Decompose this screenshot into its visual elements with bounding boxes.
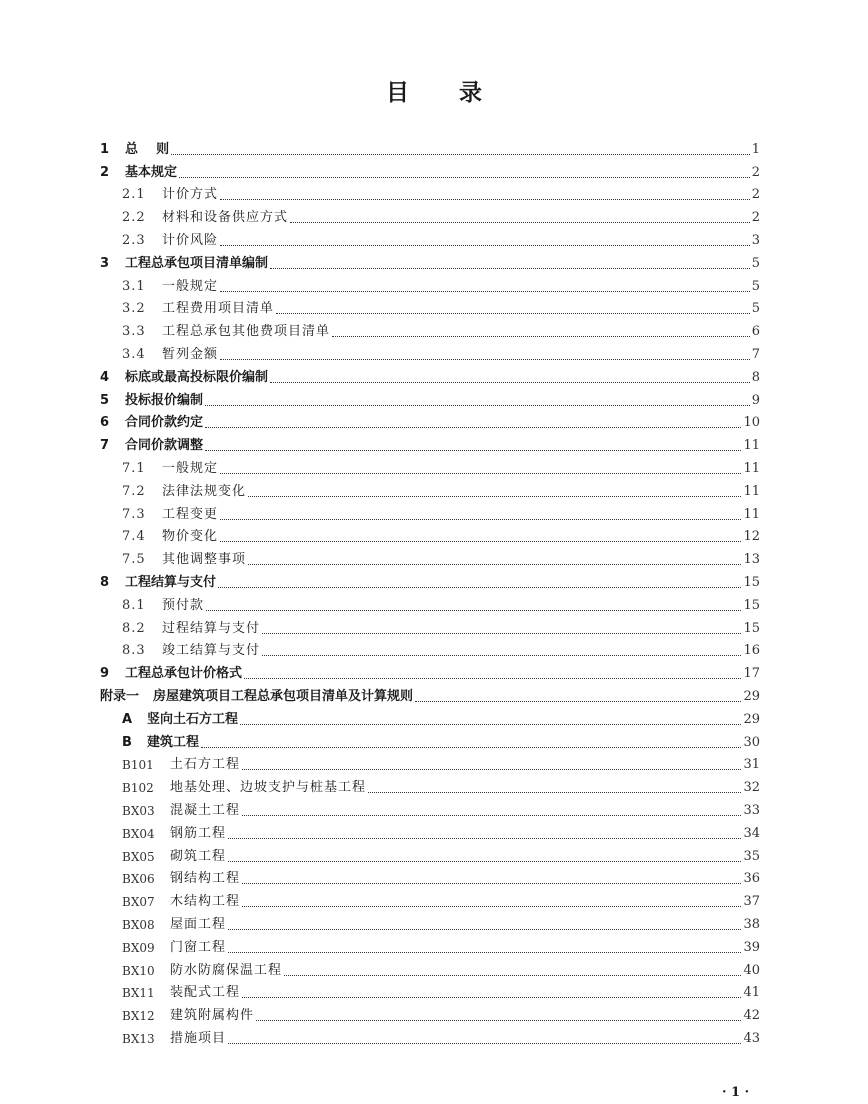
- title-char-1: 目: [386, 80, 409, 106]
- dot-leader: [332, 335, 750, 337]
- toc-entry-number: BX13: [122, 1031, 155, 1046]
- toc-entry-title: 一般规定: [162, 460, 219, 476]
- toc-entry[interactable]: [100, 659, 760, 682]
- dot-leader: [205, 404, 750, 406]
- toc-entry-page: 5: [751, 301, 760, 317]
- toc-entry-page: 12: [743, 529, 760, 545]
- toc-entry[interactable]: [122, 910, 760, 933]
- toc-entry[interactable]: [122, 523, 760, 546]
- toc-entry-number: 8.3: [122, 643, 146, 659]
- toc-entry-number: BX04: [122, 826, 155, 841]
- toc-entry-number: BX11: [122, 986, 155, 1001]
- toc-entry-page: 37: [743, 894, 760, 910]
- toc-entry[interactable]: [122, 500, 760, 523]
- toc-entry-page: 38: [743, 916, 760, 932]
- toc-entry-title: 其他调整事项: [162, 552, 247, 568]
- toc-entry[interactable]: [100, 431, 760, 454]
- toc-entry-number: B: [122, 734, 132, 750]
- dot-leader: [218, 586, 741, 588]
- toc-entry-number: 8: [100, 574, 110, 590]
- toc-entry-title: 装配式工程: [170, 985, 241, 1001]
- toc-entry[interactable]: [100, 363, 760, 386]
- toc-entry-number: BX08: [122, 917, 155, 932]
- toc-entry-title: 门窗工程: [170, 939, 227, 955]
- toc-entry-page: 5: [751, 278, 760, 294]
- toc-entry-page: 9: [751, 392, 760, 408]
- toc-entry-title: 工程费用项目清单: [162, 301, 275, 317]
- toc-entry-number: BX07: [122, 895, 155, 910]
- toc-entry[interactable]: [122, 272, 760, 295]
- toc-entry-title: 过程结算与支付: [162, 620, 261, 636]
- toc-entry-page: 31: [743, 757, 760, 773]
- toc-entry[interactable]: [122, 1001, 760, 1024]
- toc-entry-page: 15: [743, 597, 760, 613]
- toc-entry-page: 3: [751, 232, 760, 248]
- toc-entry[interactable]: [122, 637, 760, 660]
- toc-entry[interactable]: [122, 454, 760, 477]
- toc-entry-page: 36: [743, 871, 760, 887]
- dot-leader: [242, 768, 741, 770]
- dot-leader: [244, 677, 741, 679]
- toc-entry[interactable]: [100, 568, 760, 591]
- dot-leader: [220, 358, 750, 360]
- toc-entry-title: 暂列金额: [162, 346, 219, 362]
- toc-entry-number: 8.1: [122, 597, 146, 613]
- dot-leader: [220, 290, 750, 292]
- toc-entry-title: 合同价款调整: [125, 438, 204, 454]
- toc-entry[interactable]: [122, 842, 760, 865]
- toc-entry[interactable]: [122, 796, 760, 819]
- toc-entry-title: 措施项目: [170, 1030, 227, 1046]
- toc-entry-page: 2: [751, 164, 760, 180]
- toc-entry[interactable]: [122, 1024, 760, 1047]
- dot-leader: [242, 882, 741, 884]
- dot-leader: [248, 563, 741, 565]
- toc-entry-number: 3: [100, 255, 110, 271]
- dot-leader: [262, 632, 741, 634]
- toc-entry-page: 11: [743, 438, 760, 454]
- toc-entry-number: BX10: [122, 963, 155, 978]
- toc-entry-number: 3.2: [122, 301, 146, 317]
- toc-entry-number: 3.4: [122, 346, 146, 362]
- toc-entry-page: 30: [743, 734, 760, 750]
- toc-entry-title: 建筑工程: [147, 734, 200, 750]
- toc-entry-title: 总 则: [125, 141, 170, 157]
- toc-entry[interactable]: [100, 409, 760, 432]
- toc-entry[interactable]: [122, 933, 760, 956]
- toc-entry-number: 3.1: [122, 278, 146, 294]
- toc-entry[interactable]: [122, 887, 760, 910]
- toc-entry-number: 7.5: [122, 552, 146, 568]
- toc-entry-page: 5: [751, 255, 760, 271]
- dot-leader: [171, 153, 750, 155]
- toc-entry-title: 工程总承包项目清单编制: [125, 255, 269, 271]
- toc-entry[interactable]: [122, 340, 760, 363]
- toc-entry-page: 39: [743, 939, 760, 955]
- toc-entry-title: 地基处理、边坡支护与桩基工程: [170, 780, 367, 796]
- toc-entry-page: 13: [743, 552, 760, 568]
- toc-entry-page: 29: [743, 711, 760, 727]
- toc-entry[interactable]: [122, 181, 760, 204]
- toc-entry-number: 5: [100, 392, 110, 408]
- toc-entry[interactable]: [122, 705, 760, 728]
- dot-leader: [276, 312, 750, 314]
- dot-leader: [205, 449, 741, 451]
- toc-entry[interactable]: [100, 158, 760, 181]
- toc-entry-number: BX12: [122, 1009, 155, 1024]
- dot-leader: [368, 791, 741, 793]
- toc-entry-page: 43: [743, 1030, 760, 1046]
- toc-entry-title: 合同价款约定: [125, 415, 204, 431]
- toc-entry-number: 1: [100, 141, 110, 157]
- toc-entry-page: 32: [743, 780, 760, 796]
- dot-leader: [228, 951, 741, 953]
- toc-entry-page: 2: [751, 187, 760, 203]
- toc-entry-page: 6: [751, 324, 760, 340]
- page-title: [0, 74, 868, 107]
- toc-entry-page: 16: [743, 643, 760, 659]
- toc-entry-number: 2.3: [122, 232, 146, 248]
- toc-entry[interactable]: [122, 477, 760, 500]
- toc-entry-title: 一般规定: [162, 278, 219, 294]
- toc-entry-title: 物价变化: [162, 529, 219, 545]
- toc-entry-number: BX09: [122, 940, 155, 955]
- dot-leader: [201, 746, 741, 748]
- toc-entry-page: 29: [743, 688, 760, 704]
- toc-entry[interactable]: [100, 135, 760, 158]
- toc-entry-number: 7.2: [122, 483, 146, 499]
- toc-entry-number: B101: [122, 758, 154, 773]
- dot-leader: [220, 244, 750, 246]
- toc-entry-number: 7.1: [122, 460, 146, 476]
- toc-entry-number: B102: [122, 781, 154, 796]
- toc-entry[interactable]: [122, 203, 760, 226]
- toc-entry-page: 7: [751, 346, 760, 362]
- dot-leader: [206, 609, 741, 611]
- toc-entry-title: 法律法规变化: [162, 483, 247, 499]
- toc-entry[interactable]: [122, 591, 760, 614]
- dot-leader: [205, 426, 741, 428]
- toc-entry-title: 钢结构工程: [170, 871, 241, 887]
- dot-leader: [228, 860, 741, 862]
- dot-leader: [220, 472, 741, 474]
- toc-entry[interactable]: [122, 773, 760, 796]
- dot-leader: [415, 700, 741, 702]
- dot-leader: [179, 176, 750, 178]
- dot-leader: [290, 221, 750, 223]
- toc-entry-number: 7.3: [122, 506, 146, 522]
- toc-entry-title: 标底或最高投标限价编制: [125, 369, 269, 385]
- toc-entry-title: 防水防腐保温工程: [170, 962, 283, 978]
- dot-leader: [256, 1019, 741, 1021]
- toc-entry-title: 竖向土石方工程: [147, 711, 239, 727]
- toc-entry-number: 2: [100, 164, 110, 180]
- toc-entry[interactable]: [122, 751, 760, 774]
- toc-entry-title: 屋面工程: [170, 916, 227, 932]
- toc-entry[interactable]: [122, 614, 760, 637]
- toc-entry-number: BX03: [122, 803, 155, 818]
- dot-leader: [220, 518, 741, 520]
- dot-leader: [220, 198, 750, 200]
- toc-entry[interactable]: [122, 226, 760, 249]
- toc-entry-number: 7: [100, 438, 110, 454]
- toc-entry-number: A: [122, 711, 133, 727]
- toc-entry-page: 2: [751, 210, 760, 226]
- toc-entry-title: 工程变更: [162, 506, 219, 522]
- toc-entry-title: 混凝土工程: [170, 802, 241, 818]
- toc-entry-number: 9: [100, 666, 110, 682]
- toc-entry[interactable]: [100, 682, 760, 705]
- toc-entry-title: 材料和设备供应方式: [162, 210, 289, 226]
- toc-entry-number: 2.1: [122, 187, 146, 203]
- dot-leader: [242, 814, 741, 816]
- toc-entry-number: 4: [100, 369, 110, 385]
- toc-entry-page: 34: [743, 825, 760, 841]
- toc-entry-title: 建筑附属构件: [170, 1008, 255, 1024]
- toc-entry-title: 预付款: [162, 597, 205, 613]
- toc-entry-number: 7.4: [122, 529, 146, 545]
- toc-entry-title: 砌筑工程: [170, 848, 227, 864]
- toc-entry[interactable]: [122, 728, 760, 751]
- toc-entry-number: BX06: [122, 872, 155, 887]
- toc-entry-title: 木结构工程: [170, 894, 241, 910]
- toc-entry-page: 8: [751, 369, 760, 385]
- dot-leader: [270, 267, 750, 269]
- toc-entry[interactable]: [122, 865, 760, 888]
- dot-leader: [270, 381, 750, 383]
- title-char-2: 录: [459, 80, 482, 106]
- toc-entry-page: 17: [743, 666, 760, 682]
- toc-entry[interactable]: [100, 386, 760, 409]
- toc-entry-page: 1: [751, 141, 760, 157]
- toc-entry[interactable]: [122, 295, 760, 318]
- toc-entry[interactable]: [100, 249, 760, 272]
- toc-entry-number: 6: [100, 415, 110, 431]
- toc-entry[interactable]: [122, 819, 760, 842]
- toc-entry-title: 工程总承包其他费项目清单: [162, 324, 331, 340]
- toc-entry-number: 2.2: [122, 210, 146, 226]
- toc-entry-title: 工程总承包计价格式: [125, 666, 243, 682]
- dot-leader: [242, 905, 741, 907]
- toc-entry-title: 基本规定: [125, 164, 178, 180]
- toc-entry-title: 计价风险: [162, 232, 219, 248]
- page-number: · 1 ·: [722, 1085, 750, 1100]
- toc-entry-title: 钢筋工程: [170, 825, 227, 841]
- toc-entry-title: 竣工结算与支付: [162, 643, 261, 659]
- toc-entry-number: 3.3: [122, 324, 146, 340]
- toc-entry-page: 11: [743, 483, 760, 499]
- toc-entry-title: 工程结算与支付: [125, 574, 217, 590]
- dot-leader: [228, 1042, 741, 1044]
- toc-entry[interactable]: [122, 317, 760, 340]
- toc-entry-page: 40: [743, 962, 760, 978]
- dot-leader: [220, 540, 741, 542]
- toc-entry[interactable]: [122, 956, 760, 979]
- toc-entry-page: 42: [743, 1008, 760, 1024]
- toc-entry-page: 11: [743, 460, 760, 476]
- toc-entry-page: 41: [743, 985, 760, 1001]
- toc-entry-page: 11: [743, 506, 760, 522]
- toc-entry[interactable]: [122, 979, 760, 1002]
- toc-entry-title: 土石方工程: [170, 757, 241, 773]
- toc-entry-number: 附录一: [100, 688, 140, 704]
- dot-leader: [228, 837, 741, 839]
- dot-leader: [242, 996, 741, 998]
- toc-entry-title: 房屋建筑项目工程总承包项目清单及计算规则: [153, 688, 414, 704]
- toc-entry-page: 15: [743, 574, 760, 590]
- toc-entry-number: BX05: [122, 849, 155, 864]
- toc-entry-number: 8.2: [122, 620, 146, 636]
- dot-leader: [240, 723, 741, 725]
- dot-leader: [262, 654, 741, 656]
- dot-leader: [228, 928, 741, 930]
- toc-entry-title: 投标报价编制: [125, 392, 204, 408]
- toc-entry-page: 15: [743, 620, 760, 636]
- toc-entry-page: 33: [743, 802, 760, 818]
- toc-entry-page: 35: [743, 848, 760, 864]
- dot-leader: [248, 495, 741, 497]
- toc-entry[interactable]: [122, 545, 760, 568]
- dot-leader: [284, 974, 741, 976]
- toc-entry-title: 计价方式: [162, 187, 219, 203]
- toc-entry-page: 10: [743, 415, 760, 431]
